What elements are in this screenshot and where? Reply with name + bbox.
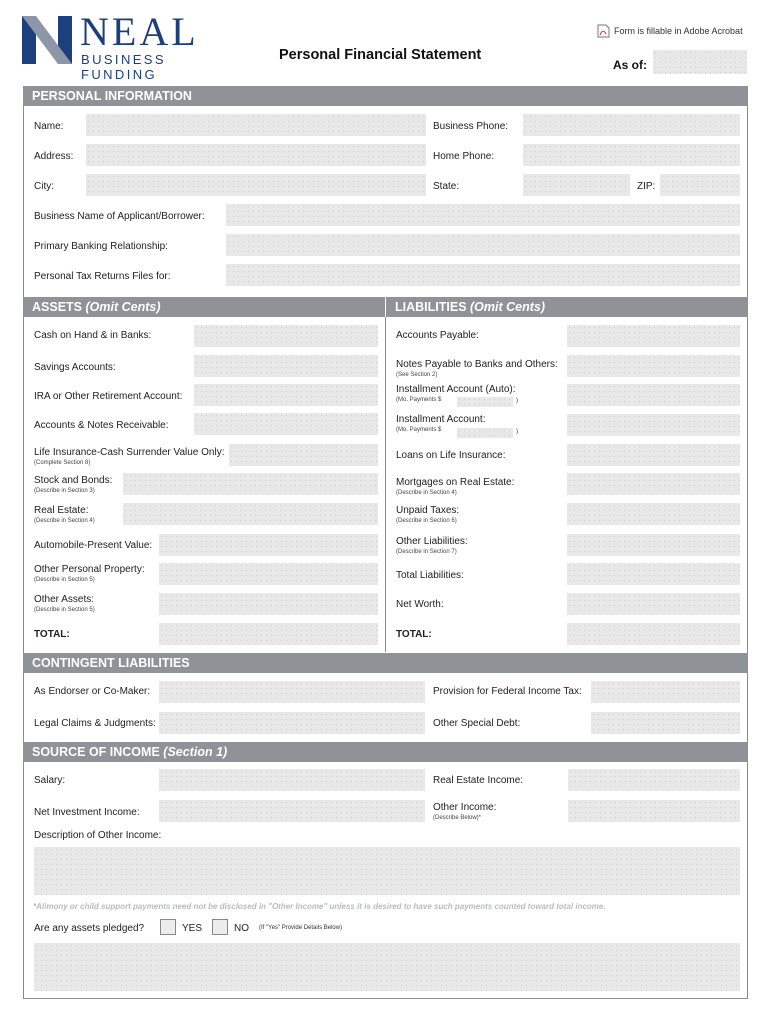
- section-source-of-income: [23, 742, 748, 762]
- banking-field[interactable]: [226, 234, 740, 256]
- net-worth-field[interactable]: [567, 593, 740, 615]
- business-name-field[interactable]: [226, 204, 740, 226]
- home-phone-label: Home Phone:: [433, 151, 495, 162]
- yes-checkbox[interactable]: [160, 919, 176, 935]
- name-label: Name:: [34, 121, 64, 132]
- stocks-label: [34, 475, 112, 494]
- section-title: LIABILITIES: [395, 300, 467, 314]
- cash-field[interactable]: [194, 325, 378, 347]
- section-contingent-liabilities: [23, 653, 748, 673]
- city-label: City:: [34, 181, 54, 192]
- personal-property-label: [34, 564, 145, 583]
- federal-tax-field[interactable]: [591, 681, 740, 703]
- neal-logo-mark: [22, 16, 72, 64]
- tax-returns-label: Personal Tax Returns Files for:: [34, 271, 171, 282]
- label-hint: (Mo. Payments $: [396, 427, 442, 433]
- label-hint: (Describe in Section 5): [34, 577, 95, 583]
- other-income-description-field[interactable]: [34, 847, 740, 895]
- unpaid-taxes-label: [396, 505, 459, 524]
- state-label: State:: [433, 181, 460, 192]
- cash-label: Cash on Hand & in Banks:: [34, 330, 152, 341]
- fillable-note: [597, 24, 743, 38]
- salary-label: Salary:: [34, 775, 66, 786]
- installment-field[interactable]: [567, 414, 740, 436]
- label-text: Installment Account:: [396, 414, 486, 425]
- assets-pledged-question: Are any assets pledged?: [34, 923, 145, 934]
- banking-label: Primary Banking Relationship:: [34, 241, 168, 252]
- label-text: Stock and Bonds:: [34, 475, 113, 486]
- section-assets: [23, 297, 385, 317]
- label-hint: (Describe in Section 3): [34, 488, 95, 494]
- auto-monthly-payment-field[interactable]: [457, 397, 513, 407]
- stocks-field[interactable]: [123, 473, 378, 495]
- salary-field[interactable]: [159, 769, 425, 791]
- total-liabilities-field[interactable]: [567, 563, 740, 585]
- notes-payable-field[interactable]: [567, 355, 740, 377]
- legal-claims-label: Legal Claims & Judgments:: [34, 718, 156, 729]
- city-field[interactable]: [86, 174, 426, 196]
- other-assets-field[interactable]: [159, 593, 378, 615]
- as-of-label: As of:: [613, 58, 647, 72]
- mortgages-label: [396, 477, 514, 496]
- yes-label: YES: [182, 923, 203, 934]
- label-hint: (Describe in Section 7): [396, 549, 457, 555]
- business-phone-label: Business Phone:: [433, 121, 509, 132]
- section-personal-information: [23, 86, 748, 106]
- state-field[interactable]: [523, 174, 630, 196]
- document-title: Personal Financial Statement: [279, 47, 482, 63]
- label-text: Unpaid Taxes:: [396, 505, 460, 516]
- label-hint: (Describe in Section 6): [396, 518, 457, 524]
- address-field[interactable]: [86, 144, 426, 166]
- label-hint: (Mo. Payments $: [396, 397, 442, 403]
- investment-income-field[interactable]: [159, 800, 425, 822]
- section-subtitle: (Omit Cents): [85, 300, 161, 314]
- other-income-field[interactable]: [568, 800, 740, 822]
- label-hint: (Describe in Section 5): [34, 607, 95, 613]
- alimony-note: *Alimony or child support payments need not be disclosed in "Other Income" unless it is desired to have such payments counted toward total income.: [33, 902, 606, 911]
- endorser-field[interactable]: [159, 681, 425, 703]
- special-debt-label: Other Special Debt:: [433, 718, 521, 729]
- label-text: Other Personal Property:: [34, 564, 145, 575]
- total-liabilities-label: Total Liabilities:: [396, 570, 464, 581]
- logo-wordmark: NEAL: [80, 9, 199, 54]
- business-name-label: Business Name of Applicant/Borrower:: [34, 211, 205, 222]
- net-worth-label: Net Worth:: [396, 599, 444, 610]
- logo-tagline: BUSINESS FUNDING: [81, 52, 166, 82]
- liabilities-total-label: TOTAL:: [396, 629, 432, 640]
- automobile-field[interactable]: [159, 534, 378, 556]
- real-estate-field[interactable]: [123, 503, 378, 525]
- label-text: Notes Payable to Banks and Others:: [396, 359, 558, 370]
- real-estate-income-label: Real Estate Income:: [433, 775, 524, 786]
- label-hint: (Describe in Section 4): [396, 490, 457, 496]
- section-title: ASSETS: [32, 300, 83, 314]
- label-text: Mortgages on Real Estate:: [396, 477, 515, 488]
- close-paren: ): [516, 398, 518, 404]
- savings-label: Savings Accounts:: [34, 362, 116, 373]
- ira-field[interactable]: [194, 384, 378, 406]
- loans-life-field[interactable]: [567, 444, 740, 466]
- assets-total-label: TOTAL:: [34, 629, 70, 640]
- liabilities-total-field[interactable]: [567, 623, 740, 645]
- federal-tax-label: Provision for Federal Income Tax:: [433, 686, 582, 697]
- accounts-payable-label: Accounts Payable:: [396, 330, 479, 341]
- real-estate-income-field[interactable]: [568, 769, 740, 791]
- section-title: CONTINGENT LIABILITIES: [32, 656, 190, 670]
- label-text: Real Estate:: [34, 505, 89, 516]
- column-divider: [385, 317, 386, 652]
- automobile-label: Automobile-Present Value:: [34, 540, 153, 551]
- assets-total-field[interactable]: [159, 623, 378, 645]
- label-hint: (See Section 2): [396, 372, 438, 378]
- pdf-icon: [597, 24, 610, 38]
- legal-claims-field[interactable]: [159, 712, 425, 734]
- other-liabilities-label: [396, 536, 468, 555]
- accounts-payable-field[interactable]: [567, 325, 740, 347]
- savings-field[interactable]: [194, 355, 378, 377]
- installment-auto-field[interactable]: [567, 384, 740, 406]
- address-label: Address:: [34, 151, 74, 162]
- label-text: Installment Account (Auto):: [396, 384, 516, 395]
- endorser-label: As Endorser or Co-Maker:: [34, 686, 151, 697]
- no-label: NO: [234, 923, 249, 934]
- neal-logo: [22, 9, 212, 82]
- special-debt-field[interactable]: [591, 712, 740, 734]
- loans-life-label: Loans on Life Insurance:: [396, 450, 506, 461]
- unpaid-taxes-field[interactable]: [567, 503, 740, 525]
- business-phone-field[interactable]: [523, 114, 740, 136]
- label-hint: (Describe Below)*: [433, 815, 482, 821]
- ira-label: IRA or Other Retirement Account:: [34, 391, 183, 402]
- section-subtitle: (Section 1): [163, 745, 228, 759]
- label-text: Other Assets:: [34, 594, 95, 605]
- investment-income-label: Net Investment Income:: [34, 807, 140, 818]
- personal-property-field[interactable]: [159, 563, 378, 585]
- label-hint: (Complete Section 8): [34, 460, 91, 466]
- section-title: PERSONAL INFORMATION: [32, 89, 192, 103]
- mortgages-field[interactable]: [567, 473, 740, 495]
- close-paren: ): [516, 429, 518, 435]
- label-text: Life Insurance-Cash Surrender Value Only:: [34, 447, 225, 458]
- label-text: Other Liabilities:: [396, 536, 468, 547]
- notes-payable-label: [396, 359, 558, 378]
- other-income-label: [433, 802, 496, 821]
- life-insurance-field[interactable]: [229, 444, 378, 466]
- section-liabilities: [386, 297, 748, 317]
- pledged-details-note: (If "Yes" Provide Details Below): [259, 925, 343, 931]
- home-phone-field[interactable]: [523, 144, 740, 166]
- pledged-details-field[interactable]: [34, 943, 740, 991]
- as-of-date-field[interactable]: [653, 50, 747, 74]
- other-income-description-label: Description of Other Income:: [34, 830, 162, 841]
- section-subtitle: (Omit Cents): [470, 300, 546, 314]
- fillable-text: Form is fillable in Adobe Acrobat: [614, 26, 743, 36]
- receivable-label: Accounts & Notes Receivable:: [34, 420, 169, 431]
- no-checkbox[interactable]: [212, 919, 228, 935]
- life-insurance-label: [34, 447, 224, 466]
- installment-monthly-payment-field[interactable]: [457, 428, 513, 438]
- name-field[interactable]: [86, 114, 426, 136]
- real-estate-label: [34, 505, 95, 524]
- label-hint: (Describe in Section 4): [34, 518, 95, 524]
- other-assets-label: [34, 594, 95, 613]
- tax-returns-field[interactable]: [226, 264, 740, 286]
- label-text: Other Income:: [433, 802, 497, 813]
- receivable-field[interactable]: [194, 413, 378, 435]
- section-title: SOURCE OF INCOME: [32, 745, 160, 759]
- other-liabilities-field[interactable]: [567, 534, 740, 556]
- zip-field[interactable]: [660, 174, 740, 196]
- zip-label: ZIP:: [637, 181, 656, 192]
